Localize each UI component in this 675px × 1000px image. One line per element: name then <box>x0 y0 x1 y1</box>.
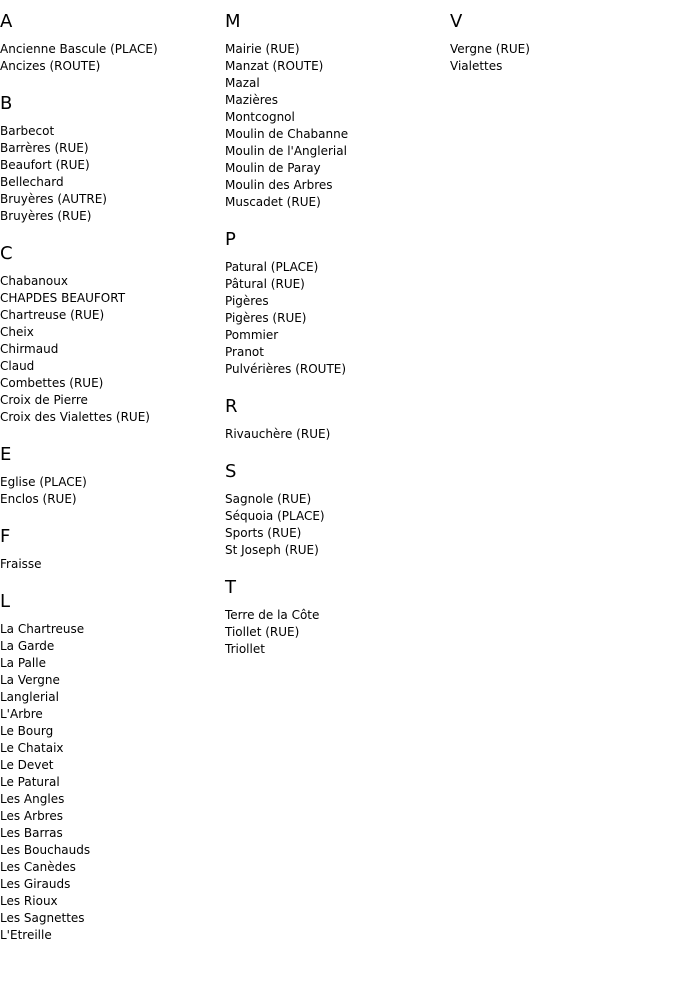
letter-heading: M <box>225 11 241 32</box>
letter-group <box>225 229 445 378</box>
street-link[interactable]: Chartreuse (RUE) <box>0 308 105 322</box>
street-link[interactable]: Vialettes <box>450 59 503 73</box>
street-link[interactable]: Le Patural <box>0 775 60 789</box>
street-link[interactable]: Cheix <box>0 325 34 339</box>
street-link[interactable]: Muscadet (RUE) <box>225 195 321 209</box>
street-list <box>0 273 220 426</box>
letter-heading: V <box>450 11 463 32</box>
street-link[interactable]: Eglise (PLACE) <box>0 475 87 489</box>
street-link[interactable]: Ancienne Bascule (PLACE) <box>0 42 158 56</box>
letter-heading: F <box>0 526 11 547</box>
street-list <box>0 556 220 573</box>
street-link[interactable]: CHAPDES BEAUFORT <box>0 291 126 305</box>
street-link[interactable]: Claud <box>0 359 35 373</box>
street-link[interactable]: Sports (RUE) <box>225 526 302 540</box>
street-link[interactable]: Tiollet (RUE) <box>225 625 300 639</box>
letter-heading: S <box>225 461 237 482</box>
street-link[interactable]: Le Bourg <box>0 724 54 738</box>
street-link[interactable]: Les Barras <box>0 826 63 840</box>
street-link[interactable]: Pommier <box>225 328 279 342</box>
street-link[interactable]: Rivauchère (RUE) <box>225 427 331 441</box>
street-link[interactable]: Barbecot <box>0 124 55 138</box>
street-link[interactable]: Fraisse <box>0 557 42 571</box>
street-link[interactable]: Pigères (RUE) <box>225 311 307 325</box>
street-link[interactable]: Manzat (ROUTE) <box>225 59 324 73</box>
street-list <box>0 123 220 225</box>
street-link[interactable]: Les Rioux <box>0 894 58 908</box>
letter-group <box>225 577 445 658</box>
street-link[interactable]: St Joseph (RUE) <box>225 543 319 557</box>
street-link[interactable]: La Garde <box>0 639 55 653</box>
street-link[interactable]: Vergne (RUE) <box>450 42 530 56</box>
street-link[interactable]: L'Etreille <box>0 928 52 942</box>
street-link[interactable]: Les Bouchauds <box>0 843 91 857</box>
street-list <box>450 41 670 75</box>
street-link[interactable]: Chabanoux <box>0 274 68 288</box>
letter-heading: P <box>225 229 236 250</box>
street-link[interactable]: Mairie (RUE) <box>225 42 300 56</box>
letter-group <box>0 11 220 75</box>
street-link[interactable]: Bruyères (RUE) <box>0 209 92 223</box>
street-link[interactable]: Séquoia (PLACE) <box>225 509 325 523</box>
street-link[interactable]: La Palle <box>0 656 46 670</box>
street-link[interactable]: Montcognol <box>225 110 295 124</box>
street-list <box>0 474 220 508</box>
street-link[interactable]: Les Angles <box>0 792 65 806</box>
street-link[interactable]: Ancizes (ROUTE) <box>0 59 101 73</box>
letter-group <box>0 444 220 508</box>
street-link[interactable]: L'Arbre <box>0 707 43 721</box>
street-link[interactable]: Pâtural (RUE) <box>225 277 305 291</box>
street-list <box>225 41 445 211</box>
street-link[interactable]: Moulin de l'Anglerial <box>225 144 347 158</box>
street-list <box>225 491 445 559</box>
street-link[interactable]: Les Sagnettes <box>0 911 85 925</box>
street-link[interactable]: Triollet <box>225 642 265 656</box>
street-index-column-2 <box>225 0 445 658</box>
letter-group <box>0 526 220 573</box>
street-link[interactable]: La Vergne <box>0 673 60 687</box>
street-link[interactable]: La Chartreuse <box>0 622 85 636</box>
street-list <box>225 259 445 378</box>
street-link[interactable]: Les Girauds <box>0 877 71 891</box>
street-link[interactable]: Le Devet <box>0 758 54 772</box>
street-link[interactable]: Le Chataix <box>0 741 64 755</box>
street-link[interactable]: Pulvérières (ROUTE) <box>225 362 347 376</box>
letter-heading: A <box>0 11 13 32</box>
street-link[interactable]: Moulin de Paray <box>225 161 321 175</box>
street-list <box>0 41 220 75</box>
letter-group <box>225 396 445 443</box>
street-link[interactable]: Moulin des Arbres <box>225 178 333 192</box>
street-link[interactable]: Croix de Pierre <box>0 393 88 407</box>
street-link[interactable]: Croix des Vialettes (RUE) <box>0 410 150 424</box>
letter-heading: L <box>0 591 11 612</box>
street-link[interactable]: Bruyères (AUTRE) <box>0 192 107 206</box>
street-link[interactable]: Les Canèdes <box>0 860 76 874</box>
street-link[interactable]: Patural (PLACE) <box>225 260 319 274</box>
street-link[interactable]: Enclos (RUE) <box>0 492 77 506</box>
street-link[interactable]: Mazal <box>225 76 260 90</box>
street-index-column-1 <box>0 0 220 944</box>
letter-group <box>225 461 445 559</box>
street-link[interactable]: Sagnole (RUE) <box>225 492 312 506</box>
street-link[interactable]: Pigères <box>225 294 269 308</box>
letter-group <box>450 11 670 75</box>
street-link[interactable]: Chirmaud <box>0 342 59 356</box>
letter-heading: T <box>225 577 236 598</box>
street-link[interactable]: Barrères (RUE) <box>0 141 89 155</box>
street-link[interactable]: Pranot <box>225 345 264 359</box>
street-link[interactable]: Beaufort (RUE) <box>0 158 90 172</box>
letter-group <box>0 243 220 426</box>
letter-heading: B <box>0 93 13 114</box>
street-link[interactable]: Les Arbres <box>0 809 63 823</box>
street-link[interactable]: Bellechard <box>0 175 64 189</box>
street-list <box>225 426 445 443</box>
letter-group <box>225 11 445 211</box>
letter-heading: C <box>0 243 13 264</box>
street-link[interactable]: Langlerial <box>0 690 59 704</box>
street-link[interactable]: Combettes (RUE) <box>0 376 104 390</box>
street-list <box>0 621 220 944</box>
letter-group <box>0 93 220 225</box>
letter-heading: R <box>225 396 238 417</box>
street-link[interactable]: Moulin de Chabanne <box>225 127 349 141</box>
street-link[interactable]: Terre de la Côte <box>225 608 320 622</box>
letter-heading: E <box>0 444 12 465</box>
street-index-column-3 <box>450 0 670 75</box>
street-link[interactable]: Mazières <box>225 93 279 107</box>
street-list <box>225 607 445 658</box>
letter-group <box>0 591 220 944</box>
